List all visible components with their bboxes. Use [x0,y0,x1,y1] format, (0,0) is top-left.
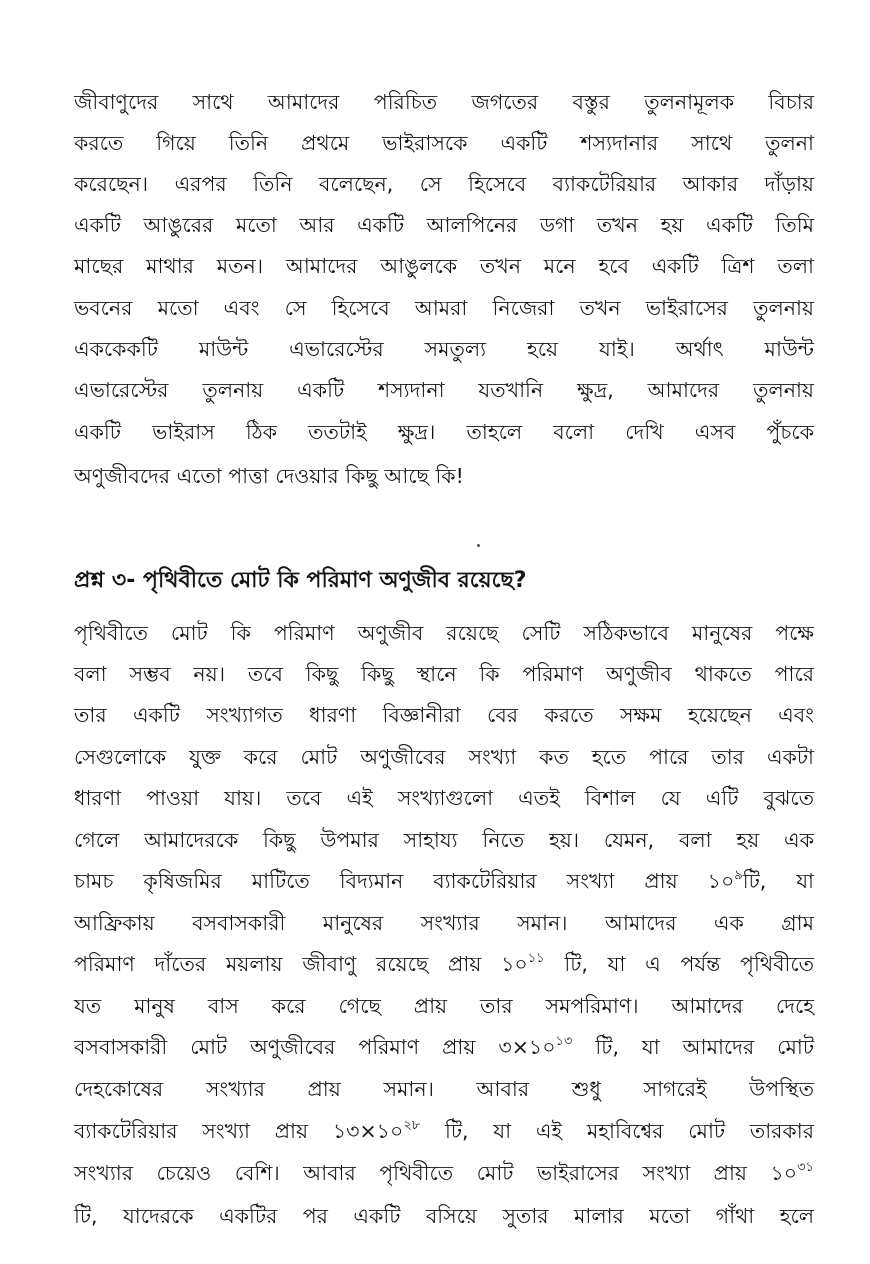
paragraph-line: একটি ভাইরাস ঠিক ততটাই ক্ষুদ্র। তাহলে বলো দেখি এসব পুঁচকে [74,420,814,444]
paragraph-line [74,1027,814,1067]
paragraph-line: মাছের মাথার মতন। আমাদের আঙুলকে তখন মনে হবে একটি ত্রিশ তলা [74,254,814,278]
paragraph-line: দেহকোষের সংখ্যার প্রায় সমান। আবার শুধু সাগরেই উপস্থিত [74,1077,814,1101]
paragraph-line: এককেকটি মাউন্ট এভারেস্টের সমতুল্য হয়ে যাই। অর্থাৎ মাউন্ট [74,337,814,361]
paragraph-line: গেলে আমাদেরকে কিছু উপমার সাহায্য নিতে হয়। যেমন, বলা হয় এক [74,828,814,852]
line-text: চামচ কৃষিজমির মাটিতে বিদ্যমান ব্যাকটেরিয়ার সংখ্যা প্রায় ১০ [74,869,735,893]
exponent: ৩১ [797,1160,814,1175]
exponent: ৯ [734,868,743,883]
paragraph-line: জীবাণুদের সাথে আমাদের পরিচিত জগতের বস্তুর তুলনামূলক বিচার [74,90,814,114]
paragraph-line: পৃথিবীতে মোট কি পরিমাণ অণুজীব রয়েছে সেটি সঠিকভাবে মানুষের পক্ষে [74,621,814,645]
paragraph-line: সেগুলোকে যুক্ত করে মোট অণুজীবের সংখ্যা কত হতে পারে তার একটা [74,745,814,769]
paragraph-line [74,944,814,984]
paragraph-line: একটি আঙুরের মতো আর একটি আলপিনের ডগা তখন হয় একটি তিমি [74,213,814,237]
line-text: পরিমাণ দাঁতের ময়লায় জীবাণু রয়েছে প্রায় ১০ [74,952,528,976]
line-text: টি, যা এ পর্যন্ত পৃথিবীতে [544,952,814,976]
exponent: ১১ [527,951,545,966]
line-text: টি, যা এই মহাবিশ্বের মোট তারকার [420,1119,814,1143]
line-text: সংখ্যার চেয়েও বেশি। আবার পৃথিবীতে মোট ভাইরাসের সংখ্যা প্রায় ১০ [74,1161,798,1185]
paragraph-line [74,1153,814,1193]
paragraph-line: আফ্রিকায় বসবাসকারী মানুষের সংখ্যার সমান। আমাদের এক গ্রাম [74,911,814,935]
paragraph-line: যত মানুষ বাস করে গেছে প্রায় তার সমপরিমাণ। আমাদের দেহে [74,994,814,1018]
line-text: টি, যা আমাদের মোট [572,1035,814,1059]
line-text: ব্যাকটেরিয়ার সংখ্যা প্রায় ১৩×১০ [74,1119,404,1143]
paragraph-line: তার একটি সংখ্যাগত ধারণা বিজ্ঞানীরা বের করতে সক্ষম হয়েছেন এবং [74,703,814,727]
exponent: ২৮ [403,1118,421,1133]
paragraph-line: বলা সম্ভব নয়। তবে কিছু কিছু স্থানে কি পরিমাণ অণুজীব থাকতে পারে [74,662,814,686]
question-heading: প্রশ্ন ৩- পৃথিবীতে মোট কি পরিমাণ অণুজীব রয়েছে? [74,568,527,593]
paragraph-line: অণুজীবদের এতো পাত্তা দেওয়ার কিছু আছে কি! [74,464,464,488]
paragraph-line: এভারেস্টের তুলনায় একটি শস্যদানা যতখানি ক্ষুদ্র, আমাদের তুলনায় [74,378,814,402]
paragraph-line [74,1111,814,1151]
paragraph-line: করতে গিয়ে তিনি প্রথমে ভাইরাসকে একটি শস্যদানার সাথে তুলনা [74,131,814,155]
line-text: টি, যা [742,869,814,893]
paragraph-line: টি, যাদেরকে একটির পর একটি বসিয়ে সুতার মালার মতো গাঁথা হলে [74,1204,814,1228]
paragraph-line: করেছেন। এরপর তিনি বলেছেন, সে হিসেবে ব্যাকটেরিয়ার আকার দাঁড়ায় [74,172,814,196]
exponent: ১৩ [555,1034,573,1049]
paragraph-line: ভবনের মতো এবং সে হিসেবে আমরা নিজেরা তখন ভাইরাসের তুলনায় [74,296,814,320]
paragraph-line [74,861,814,901]
line-text: বসবাসকারী মোট অণুজীবের পরিমাণ প্রায় ৩×১০ [74,1035,556,1059]
print-speck [477,544,480,547]
paragraph-line: ধারণা পাওয়া যায়। তবে এই সংখ্যাগুলো এতই বিশাল যে এটি বুঝতে [74,786,814,810]
